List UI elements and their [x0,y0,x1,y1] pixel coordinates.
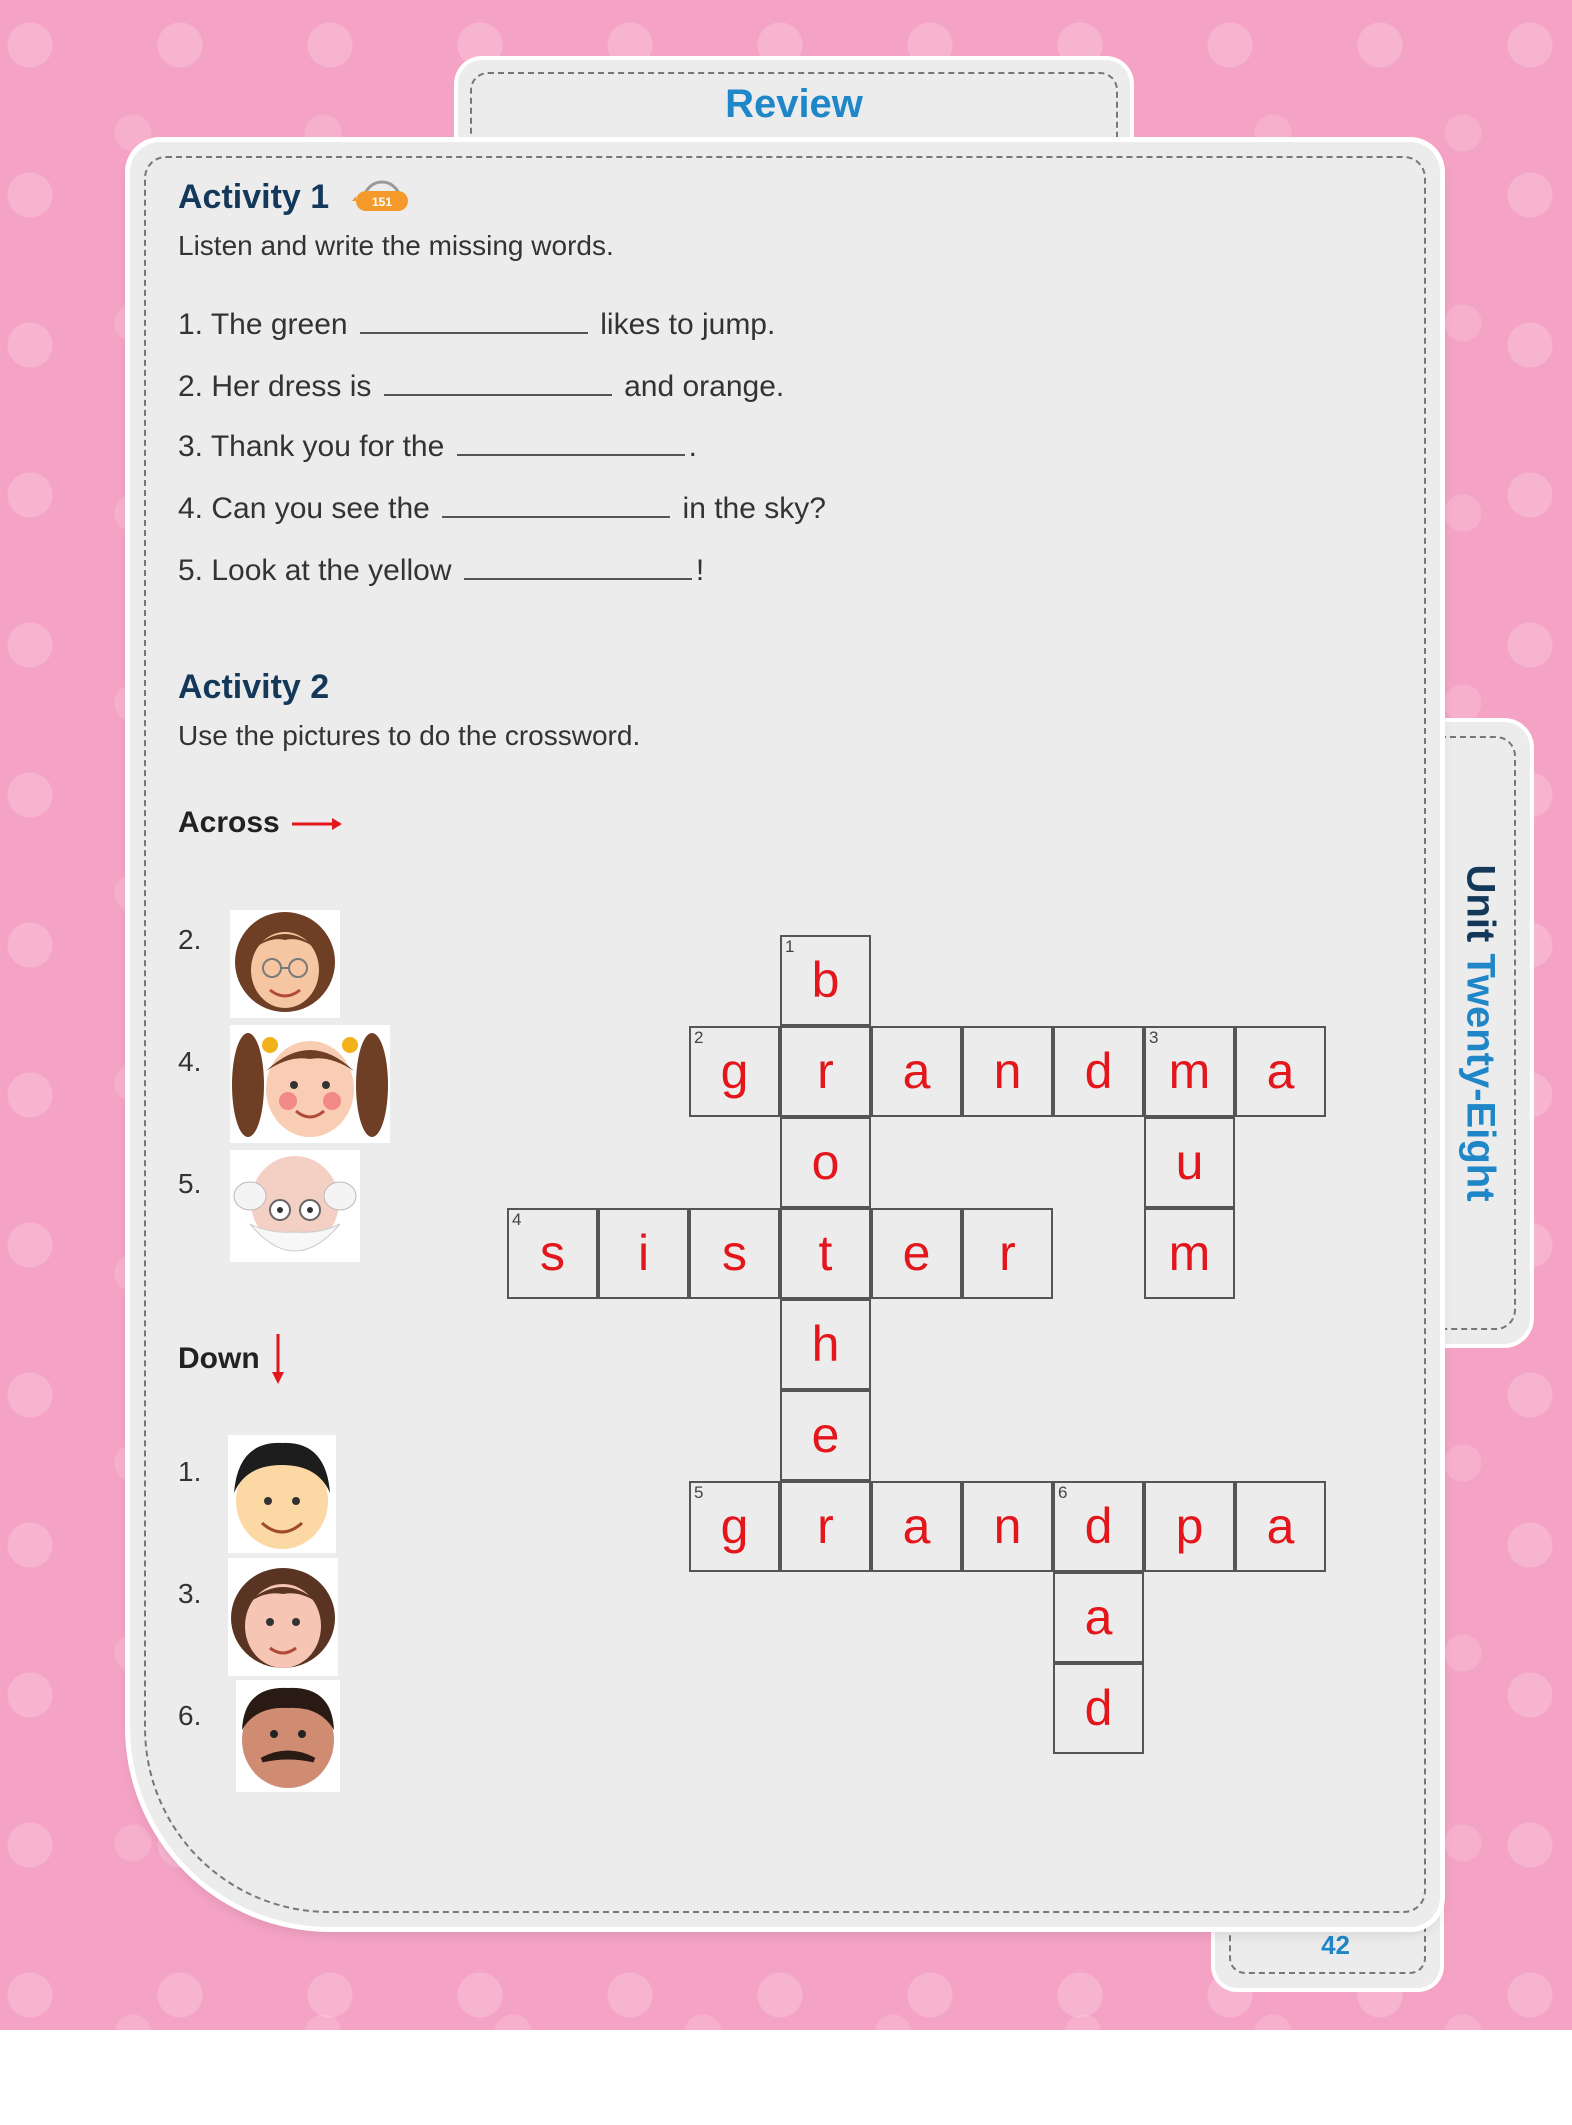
crossword-clue-number: 6 [1058,1483,1068,1502]
crossword-answer-letter: d [1084,1043,1113,1099]
crossword-cell-1-5[interactable] [962,1026,1053,1117]
crossword-cell-1-4[interactable] [871,1026,962,1117]
crossword-cell-1-8[interactable] [1235,1026,1326,1117]
crossword-answer-letter: m [1168,1225,1211,1281]
activity2-instruction: Use the pictures to do the crossword. [178,720,641,751]
sentence-1-blank[interactable] [360,310,588,334]
audio-track-number: 151 [371,195,393,209]
crossword-cell-2-7[interactable] [1144,1117,1235,1208]
crossword-clue-number: 2 [694,1028,704,1047]
unit-label [1458,864,1503,1201]
crossword-answer-letter: u [1175,1134,1204,1190]
crossword-answer-letter: i [637,1225,650,1281]
sentence-3-blank[interactable] [457,432,685,456]
crossword-answer-letter: r [817,1043,834,1099]
sentence-2 [178,370,784,404]
arrow-down-icon [268,1332,288,1388]
crossword-answer-letter: a [1266,1498,1295,1554]
crossword-clue-number: 3 [1149,1028,1159,1047]
down-clue-3-number: 3. [178,1578,202,1609]
down-clue-1-number: 1. [178,1456,202,1487]
crossword-answer-letter: m [1168,1043,1211,1099]
activity2-title: Activity 2 [178,668,330,706]
sentence-4-after: in the sky? [682,492,826,525]
sentence-2-after: and orange. [624,370,785,403]
sentence-1-before: 1. The green [178,308,348,341]
down-clue-6-number: 6. [178,1700,202,1731]
crossword-cell-3-3[interactable] [780,1208,871,1299]
crossword-answer-letter: o [811,1134,840,1190]
crossword-answer-letter: a [902,1043,931,1099]
sentence-5-blank[interactable] [464,556,692,580]
unit-word: Unit [1458,864,1503,943]
crossword-answer-letter: b [811,952,840,1008]
crossword-answer-letter: a [902,1498,931,1554]
crossword-cell-3-1[interactable] [598,1208,689,1299]
crossword-answer-letter: e [902,1225,931,1281]
crossword-cell-1-3[interactable] [780,1026,871,1117]
sentence-5 [178,554,704,588]
across-label: Across [178,806,344,840]
activity1-instruction: Listen and write the missing words. [178,230,614,261]
crossword-answer-letter: d [1084,1680,1113,1736]
crossword-cell-6-7[interactable] [1144,1481,1235,1572]
brother-face-icon [228,1435,336,1553]
sister-face-icon [230,1025,390,1143]
crossword-cell-8-6[interactable] [1053,1663,1144,1754]
crossword-answer-letter: n [993,1043,1022,1099]
crossword-cell-6-3[interactable] [780,1481,871,1572]
grandpa-face-icon [230,1150,360,1262]
sentence-5-before: 5. Look at the yellow [178,554,452,587]
crossword-cell-6-5[interactable] [962,1481,1053,1572]
sentence-1-after: likes to jump. [600,308,776,341]
crossword-cell-3-7[interactable] [1144,1208,1235,1299]
audio-track-icon[interactable] [352,176,412,220]
across-clue-2-number: 2. [178,924,202,955]
sentence-4 [178,492,826,526]
crossword-cell-6-2[interactable] [689,1481,780,1572]
arrow-right-icon [288,814,344,834]
crossword-answer-letter: a [1084,1589,1113,1645]
crossword-cell-3-5[interactable] [962,1208,1053,1299]
unit-number: Twenty-Eight [1458,953,1503,1202]
dad-face-icon [236,1680,340,1792]
crossword-answer-letter: n [993,1498,1022,1554]
sentence-5-after: ! [695,554,705,587]
crossword-clue-number: 5 [694,1483,704,1502]
sentence-4-before: 4. Can you see the [178,492,430,525]
crossword-answer-letter: g [720,1043,749,1099]
page-title: Review [725,82,863,126]
across-clue-5-number: 5. [178,1168,202,1199]
sentence-4-blank[interactable] [442,494,670,518]
crossword-clue-number: 4 [512,1210,522,1229]
activity1-title: Activity 1 [178,178,330,216]
crossword-clue-number: 1 [785,937,795,956]
crossword-cell-4-3[interactable] [780,1299,871,1390]
crossword-cell-6-4[interactable] [871,1481,962,1572]
crossword-cell-3-2[interactable] [689,1208,780,1299]
crossword-answer-letter: s [540,1225,565,1281]
crossword-cell-1-2[interactable] [689,1026,780,1117]
crossword-answer-letter: p [1175,1498,1204,1554]
crossword-cell-7-6[interactable] [1053,1572,1144,1663]
crossword-answer-letter: s [722,1225,747,1281]
crossword-answer-letter: r [817,1498,834,1554]
across-clue-4-number: 4. [178,1046,202,1077]
crossword-cell-2-3[interactable] [780,1117,871,1208]
sentence-3-after: . [688,430,697,463]
crossword-cell-1-6[interactable] [1053,1026,1144,1117]
sentence-2-before: 2. Her dress is [178,370,372,403]
mum-face-icon [228,1558,338,1676]
page-number: 42 [1321,1930,1350,1960]
crossword-cell-6-8[interactable] [1235,1481,1326,1572]
crossword-answer-letter: t [818,1225,833,1281]
crossword-answer-letter: e [811,1407,840,1463]
crossword-answer-letter: r [999,1225,1016,1281]
crossword-answer-letter: a [1266,1043,1295,1099]
crossword-answer-letter: h [811,1316,840,1372]
grandma-face-icon [230,910,340,1018]
sentence-2-blank[interactable] [384,372,612,396]
crossword-cell-5-3[interactable] [780,1390,871,1481]
crossword-cell-1-7[interactable] [1144,1026,1235,1117]
crossword-cell-0-3[interactable] [780,935,871,1026]
sentence-1 [178,308,775,342]
down-label: Down [178,1332,288,1388]
crossword-cell-3-4[interactable] [871,1208,962,1299]
sentence-3 [178,430,697,464]
crossword-cell-3-0[interactable] [507,1208,598,1299]
unit-tab [1430,722,1530,1344]
sentence-3-before: 3. Thank you for the [178,430,445,463]
crossword-cell-6-6[interactable] [1053,1481,1144,1572]
crossword-answer-letter: g [720,1498,749,1554]
crossword-answer-letter: d [1084,1498,1113,1554]
